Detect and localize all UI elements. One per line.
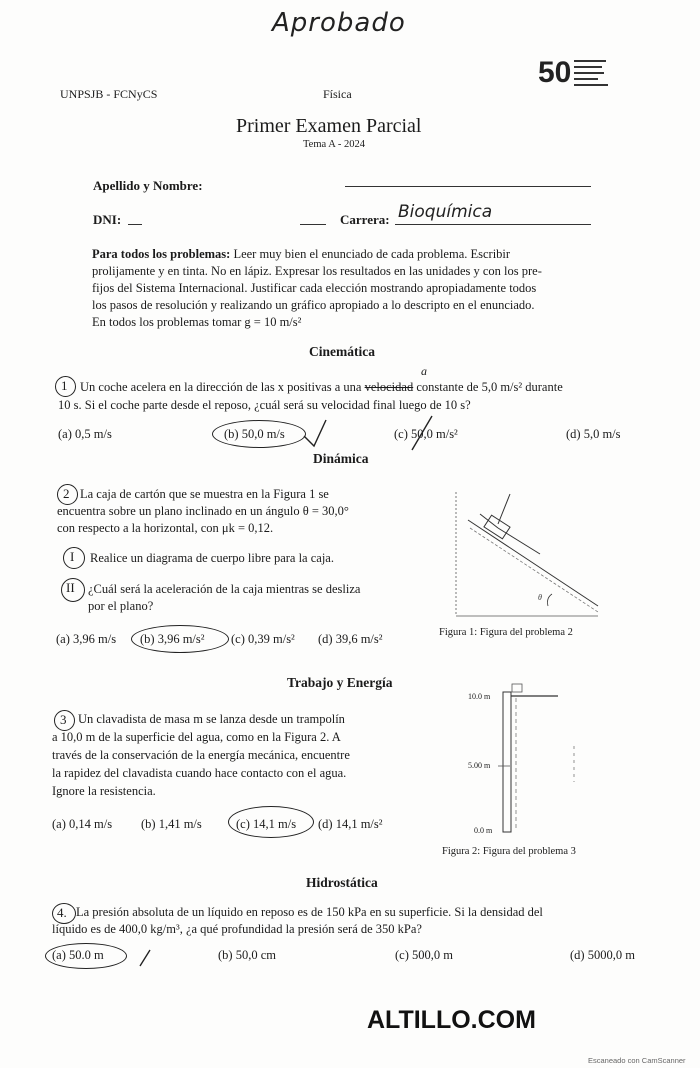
q4-line-2: líquido es de 400,0 kg/m³, ¿a qué profundidad la presión será de 350 kPa? — [52, 922, 422, 936]
q2-option-b: (b) 3,96 m/s² — [140, 632, 205, 646]
q1-option-c: (c) 50,0 m/s² — [394, 427, 458, 441]
name-line — [345, 186, 591, 187]
q4-number: 4. — [57, 905, 67, 920]
watermark: ALTILLO.COM — [367, 1006, 536, 1034]
instructions-line-3: fijos del Sistema Internacional. Justificar cada elección mostrando apropiadamente todos — [92, 281, 537, 295]
q3-option-d: (d) 14,1 m/s² — [318, 817, 383, 831]
q1-line-2: 10 s. Si el coche parte desde el reposo, ¿cuál será su velocidad final luego de 10 s? — [58, 398, 471, 412]
dni-label: DNI: — [93, 212, 122, 227]
q2-option-a: (a) 3,96 m/s — [56, 632, 117, 646]
section-work-energy: Trabajo y Energía — [287, 675, 393, 690]
q2-i-number: I — [70, 549, 75, 564]
q2-i-text: Realice un diagrama de cuerpo libre para la caja. — [90, 551, 334, 565]
page-subtitle: Tema A - 2024 — [303, 139, 365, 150]
q2-ii-text-1: ¿Cuál será la aceleración de la caja mientras se desliza — [88, 582, 361, 596]
figure-2-caption: Figura 2: Figura del problema 3 — [442, 846, 576, 857]
q3-line-1: Un clavadista de masa m se lanza desde un trampolín — [78, 712, 345, 726]
page-title: Primer Examen Parcial — [236, 115, 422, 137]
q1-option-d: (d) 5,0 m/s — [566, 427, 621, 441]
section-kinematics: Cinemática — [309, 344, 375, 359]
q2-option-d: (d) 39,6 m/s² — [318, 632, 383, 646]
q1-option-a: (a) 0,5 m/s — [58, 427, 112, 441]
q4-option-d: (d) 5000,0 m — [570, 948, 635, 962]
q4-pen-mark — [136, 946, 156, 970]
q2-option-c: (c) 0,39 m/s² — [231, 632, 295, 646]
svg-text:50: 50 — [538, 56, 572, 89]
q4-option-b: (b) 50,0 cm — [218, 948, 276, 962]
figure-2-label-top: 10.0 m — [468, 692, 491, 701]
university-logo — [538, 52, 618, 92]
handwritten-approval: Aprobado — [272, 8, 406, 38]
logo-50-icon — [538, 52, 618, 92]
q2-ii-number: II — [66, 580, 75, 595]
q3-option-a: (a) 0,14 m/s — [52, 817, 113, 831]
figure-1-inclined-plane — [448, 488, 608, 628]
name-label: Apellido y Nombre: — [93, 178, 203, 193]
q4-option-c: (c) 500,0 m — [395, 948, 453, 962]
q1-option-b: (b) 50,0 m/s — [224, 427, 285, 441]
figure-2-label-bottom: 0.0 m — [474, 826, 493, 835]
q3-line-2: a 10,0 m de la superficie del agua, como en la Figura 2. A — [52, 730, 341, 744]
dni-line-end — [300, 224, 326, 225]
q1-number: 1 — [61, 378, 68, 393]
q1-insert: a — [421, 364, 427, 378]
q1-text — [80, 379, 640, 396]
q4-line-1: La presión absoluta de un líquido en reposo es de 150 kPa en su superficie. Si la densidad del — [76, 905, 543, 919]
q4-option-a: (a) 50.0 m — [52, 948, 104, 962]
q3-line-3: través de la conservación de la energía mecánica, encuentre — [52, 748, 350, 762]
figure-1-caption: Figura 1: Figura del problema 2 — [439, 627, 573, 638]
instructions-line-4: los pasos de resolución y realizando un gráfico apropiado a lo descripto en el enunciado. — [92, 298, 535, 312]
instructions — [92, 246, 612, 331]
q3-number: 3 — [60, 712, 67, 727]
q3-option-c: (c) 14,1 m/s — [236, 817, 297, 831]
q3-option-b: (b) 1,41 m/s — [141, 817, 202, 831]
q2-line-1: La caja de cartón que se muestra en la Figura 1 se — [80, 487, 329, 501]
instructions-line-5: En todos los problemas tomar g = 10 m/s² — [92, 315, 302, 329]
career-label: Carrera: — [340, 212, 390, 227]
svg-text:θ: θ — [538, 593, 542, 602]
q2-ii-text-2: por el plano? — [88, 599, 154, 613]
header-subject: Física — [323, 87, 352, 101]
q2-line-2: encuentra sobre un plano inclinado en un ángulo θ = 30,0° — [57, 504, 349, 518]
figure-2-diving-board — [498, 682, 618, 842]
q1-struck: velocidad — [364, 380, 414, 394]
instructions-line-1: Leer muy bien el enunciado de cada problema. Escribir — [230, 247, 511, 261]
q2-number: 2 — [63, 486, 70, 501]
section-dynamics: Dinámica — [313, 451, 369, 466]
instructions-line-2: prolijamente y en tinta. No en lápiz. Expresar los resultados en las unidades y con los pre- — [92, 264, 542, 278]
header-institution: UNPSJB - FCNyCS — [60, 87, 158, 101]
section-hydrostatics: Hidrostática — [306, 875, 378, 890]
instructions-bold: Para todos los problemas: — [92, 247, 231, 261]
dni-line — [128, 224, 142, 225]
q3-line-5: Ignore la resistencia. — [52, 784, 156, 798]
q2-line-3: con respecto a la horizontal, con μk = 0,12. — [57, 521, 274, 535]
career-line — [395, 224, 591, 225]
q3-line-4: la rapidez del clavadista cuando hace contacto con el agua. — [52, 766, 347, 780]
career-value: Bioquímica — [398, 202, 493, 222]
figure-2-label-mid: 5.00 m — [468, 761, 491, 770]
scanner-footer: Escaneado con CamScanner — [588, 1056, 686, 1065]
q1-line-1a: Un coche acelera en la dirección de las x positivas a una — [80, 380, 365, 394]
q1-line-1b: constante de 5,0 m/s² durante — [413, 380, 563, 394]
